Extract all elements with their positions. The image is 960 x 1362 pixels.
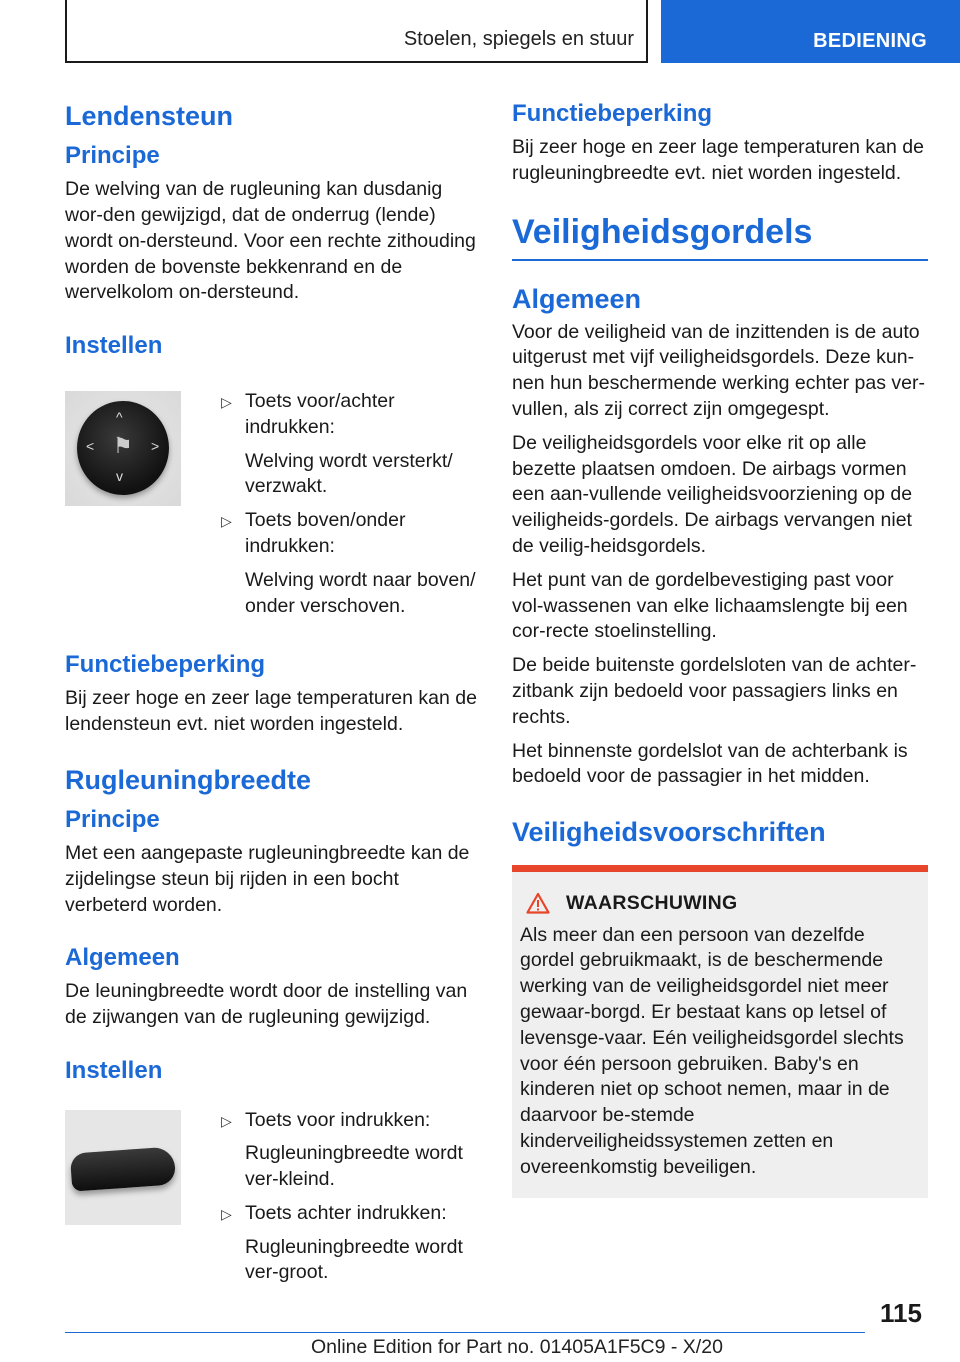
gordels-paragraph: De veiligheidsgordels voor elke rit op alle bezette plaatsen omdoen. De airbags vormen een aan-vullende veiligheidsvoorziening op de veiligheids-gordels. De airbags vervangen niet de veilig-heidsgordels. <box>512 431 913 557</box>
lumbar-knob-image <box>65 391 181 506</box>
warning-text: Als meer dan een persoon van dezelfde gordel gebruikmaakt, is de beschermende werking van de veiligheidsgordel niet meer gewaar-borgd. Er bestaat kans op letsel of levensge-vaar. Eén veiligheidsgordel slechts voor één persoon gebruiken. Baby's en kinderen niet op schoot nemen, maar in de daarvoor be-stemde kinderveiligheidssystemen zetten en overeenkomstig beveiligen. <box>520 923 904 1178</box>
header-chapter-box <box>65 0 648 63</box>
warning-triangle-icon <box>526 892 550 914</box>
lendensteun-principe-text: De welving van de rugleuning kan dusdanig wor-den gewijzigd, dat de onderrug (lende) wordt on-dersteund. Voor een rechte zithouding worden de bovenste bekkenrand en de wervelkolom on-dersteund. <box>65 178 476 304</box>
gordels-title: Veiligheidsgordels <box>512 212 928 261</box>
rugleuning-algemeen-text: De leuningbreedte wordt door de instelling van de zijwangen van de rugleuning gewijzigd. <box>65 980 468 1028</box>
warning-label: WAARSCHUWING <box>566 891 738 914</box>
gordels-paragraph: Voor de veiligheid van de inzittenden is de auto uitgerust met vijf veiligheidsgordels. Deze kun-nen hun beschermende werking echter pas ver-vullen, als zij correct zijn omgegespt. <box>512 320 925 420</box>
triangle-right-icon: ▷ <box>221 513 232 530</box>
left-column <box>65 100 480 1294</box>
header-section: BEDIENING <box>813 30 927 52</box>
triangle-right-icon: ▷ <box>221 393 232 410</box>
gordels-paragraph: De beide buitenste gordelsloten van de achter-zitbank zijn bedoeld voor passagiers links en rechts. <box>512 654 917 728</box>
lendensteun-instellen-title: Instellen <box>65 332 163 360</box>
gordels-algemeen-title: Algemeen <box>512 284 642 315</box>
page-number: 115 <box>880 1298 922 1328</box>
list-item: ▷ Toets achter indrukken: Rugleuningbreedte wordt ver-groot. <box>221 1201 463 1284</box>
lendensteun-functie-text: Bij zeer hoge en zeer lage temperaturen kan de lendensteun evt. niet worden ingesteld. <box>65 687 477 735</box>
rugleuning-functie-text: Bij zeer hoge en zeer lage temperaturen kan de rugleuningbreedte evt. niet worden ingesteld. <box>512 135 924 184</box>
warning-heading <box>526 892 920 915</box>
warning-box <box>512 865 928 1199</box>
backrest-button-image <box>65 1110 181 1225</box>
rugleuning-principe-title: Principe <box>65 806 160 834</box>
rugleuning-functie-title: Functiebeperking <box>512 100 713 127</box>
footer-divider <box>65 1332 865 1333</box>
rugleuning-steps <box>221 1108 480 1295</box>
gordels-paragraph: Het punt van de gordelbevestiging past voor vol-wassenen van elke lichaamslengte bij een cor-recte stoelinstelling. <box>512 568 908 643</box>
header-section-tab <box>661 0 960 63</box>
lendensteun-steps <box>221 389 480 627</box>
list-item: ▷ Toets voor indrukken: Rugleuningbreedte wordt ver-kleind. <box>221 1108 463 1191</box>
lendensteun-principe-title: Principe <box>65 142 160 170</box>
backrest-button-icon <box>70 1146 176 1191</box>
header-chapter: Stoelen, spiegels en stuur <box>403 28 634 50</box>
list-item: ▷ Toets boven/onder indrukken: Welving wordt naar boven/ onder verschoven. <box>221 509 476 617</box>
voorschriften-title: Veiligheidsvoorschriften <box>512 817 826 848</box>
rugleuning-instellen-row <box>65 1094 480 1295</box>
list-item: ▷ Toets voor/achter indrukken: Welving wordt versterkt/ verzwakt. <box>221 389 453 498</box>
right-column <box>512 100 928 1198</box>
triangle-right-icon: ▷ <box>221 1112 232 1129</box>
rugleuning-instellen-title: Instellen <box>65 1056 163 1084</box>
lendensteun-instellen-row <box>65 369 480 627</box>
footer-edition: Online Edition for Part no. 01405A1F5C9 - X/20 <box>311 1336 723 1358</box>
lendensteun-functie-title: Functiebeperking <box>65 651 266 679</box>
lendensteun-title: Lendensteun <box>65 101 234 131</box>
gordels-paragraph: Het binnenste gordelslot van de achterbank is bedoeld voor de passagier in het midden. <box>512 739 908 788</box>
rugleuning-algemeen-title: Algemeen <box>65 944 180 972</box>
rugleuning-principe-text: Met een aangepaste rugleuningbreedte kan de zijdelingse steun bij rijden in een bocht verbeterd worden. <box>65 841 470 916</box>
rugleuning-title: Rugleuningbreedte <box>65 764 312 795</box>
lumbar-knob-icon: ^ v < > ⚑ <box>77 401 169 495</box>
triangle-right-icon: ▷ <box>221 1205 232 1222</box>
